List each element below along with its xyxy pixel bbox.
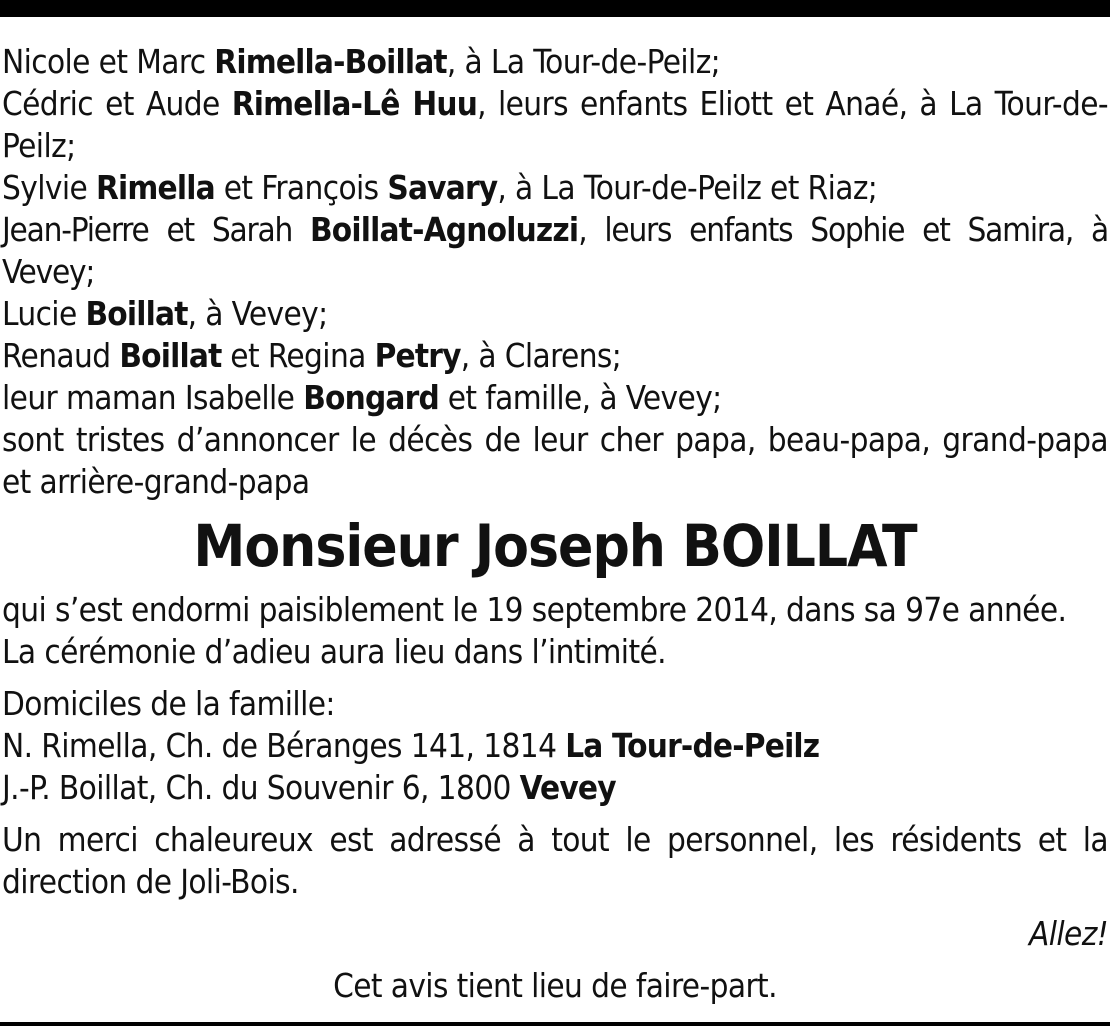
domiciles-heading: Domiciles de la famille: bbox=[2, 684, 335, 723]
family-surname: Petry bbox=[374, 336, 461, 375]
family-line-3 bbox=[2, 167, 1108, 209]
family-line-text: Jean-Pierre et Sarah bbox=[2, 210, 310, 249]
family-line-1 bbox=[2, 41, 1108, 83]
address-line-2 bbox=[2, 767, 1108, 809]
family-surname: Rimella-Boillat bbox=[214, 42, 447, 81]
signature: Allez! bbox=[1029, 914, 1108, 953]
family-line-6 bbox=[2, 335, 1108, 377]
family-line-text: Sylvie bbox=[2, 168, 96, 207]
ceremony-text: La cérémonie d’adieu aura lieu dans l’intimité. bbox=[2, 632, 666, 671]
family-surname: Rimella bbox=[95, 168, 215, 207]
family-line-text: , à Clarens; bbox=[460, 336, 622, 375]
family-line-5 bbox=[2, 293, 1108, 335]
family-line-text: et François bbox=[214, 168, 388, 207]
family-surname: Savary bbox=[387, 168, 498, 207]
family-line-text: et Regina bbox=[221, 336, 375, 375]
bottom-border-rule bbox=[0, 1022, 1110, 1026]
family-line-text: Lucie bbox=[2, 294, 86, 333]
family-surname: Rimella-Lê Huu bbox=[231, 84, 478, 123]
family-line-2 bbox=[2, 83, 1108, 167]
address-line-1 bbox=[2, 725, 1108, 767]
family-surname: Bongard bbox=[303, 378, 439, 417]
top-border-rule bbox=[0, 0, 1110, 17]
family-line-text: Nicole et Marc bbox=[2, 42, 215, 81]
family-line-text: , à Vevey; bbox=[187, 294, 328, 333]
family-line-text: Cédric et Aude bbox=[2, 84, 232, 123]
family-line-4 bbox=[2, 209, 1108, 293]
family-line-7 bbox=[2, 377, 1108, 419]
family-surname: Boillat bbox=[119, 336, 222, 375]
family-surname: Boillat bbox=[85, 294, 188, 333]
announcement-text: sont tristes d’annoncer le décès de leur cher papa, beau-papa, grand-papa et arrière-grand-papa bbox=[2, 420, 1108, 501]
spacer bbox=[2, 673, 1108, 683]
family-line-text: , à La Tour-de-Peilz; bbox=[446, 42, 721, 81]
family-line-text: Renaud bbox=[2, 336, 120, 375]
thanks-text: Un merci chaleureux est adressé à tout le personnel, les résidents et la direction de Joli-Bois. bbox=[2, 820, 1108, 901]
family-line-text: , leurs enfants Eliott et Anaé, à La Tour-de-Peilz; bbox=[2, 84, 1108, 165]
deceased-name: Monsieur Joseph BOILLAT bbox=[193, 512, 917, 580]
address-text: N. Rimella, Ch. de Béranges 141, 1814 bbox=[2, 726, 566, 765]
address-text: J.-P. Boillat, Ch. du Souvenir 6, 1800 bbox=[2, 768, 520, 807]
family-line-text: leur maman Isabelle bbox=[2, 378, 304, 417]
spacer bbox=[2, 903, 1108, 913]
spacer bbox=[2, 809, 1108, 819]
family-line-text: et famille, à Vevey; bbox=[438, 378, 722, 417]
family-line-text: , leurs enfants Sophie et Samira, à Vevey; bbox=[2, 210, 1108, 291]
obituary-notice bbox=[2, 41, 1108, 1007]
family-surname: Boillat-Agnoluzzi bbox=[309, 210, 579, 249]
closing-text: Cet avis tient lieu de faire-part. bbox=[333, 966, 777, 1005]
address-city: Vevey bbox=[519, 768, 616, 807]
passing-text: qui s’est endormi paisiblement le 19 septembre 2014, dans sa 97e année. bbox=[2, 590, 1067, 629]
family-line-text: , à La Tour-de-Peilz et Riaz; bbox=[497, 168, 878, 207]
address-city: La Tour-de-Peilz bbox=[565, 726, 820, 765]
